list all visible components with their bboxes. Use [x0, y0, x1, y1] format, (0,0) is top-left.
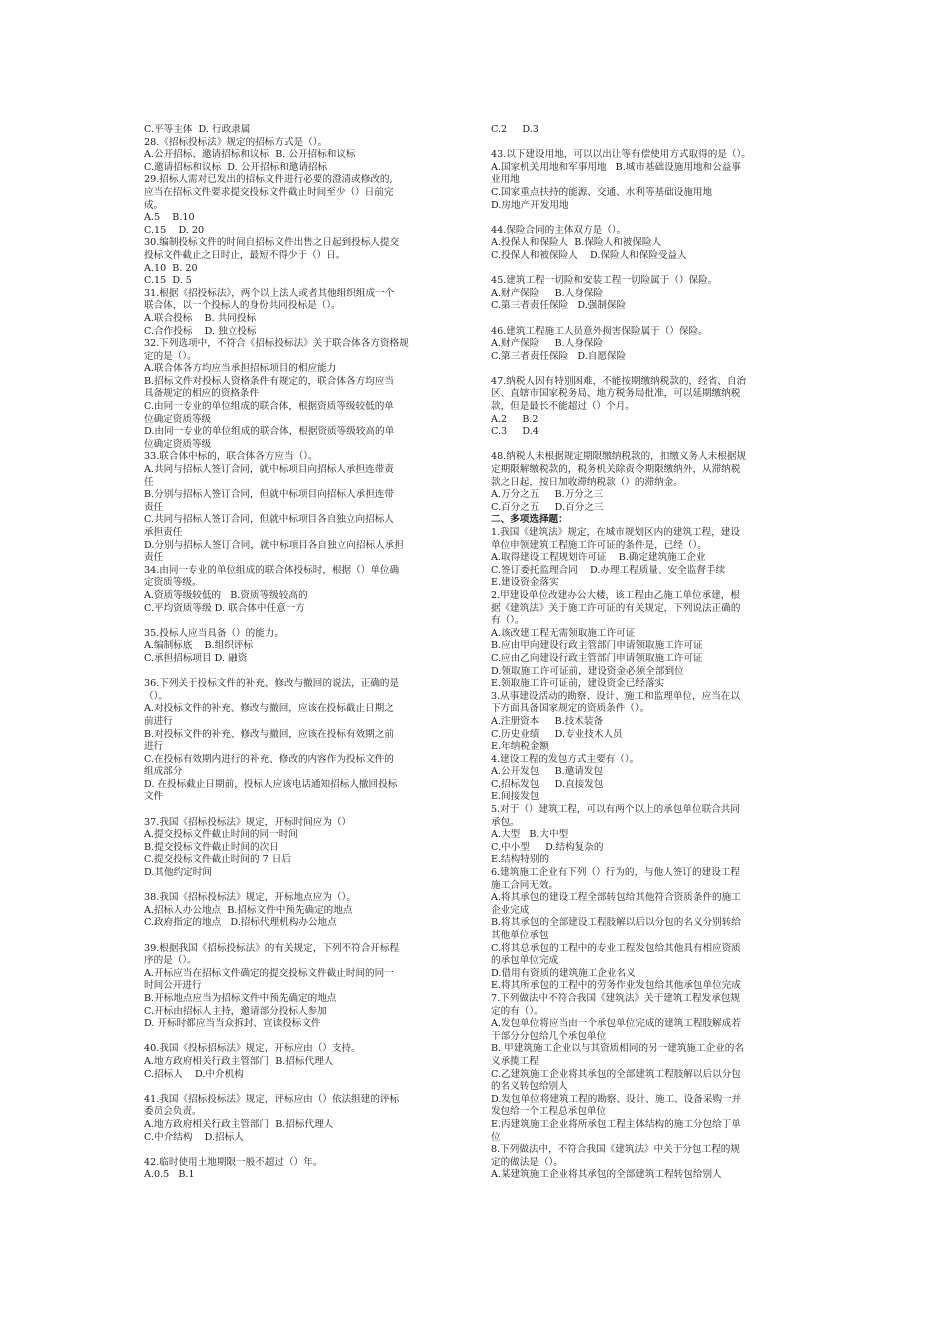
- text-line: 承包。: [491, 816, 520, 828]
- text-line: C.百分之五 D.百分之三: [491, 501, 604, 513]
- text-line: 7.下列做法中不符合我国《建筑法》关于建筑工程发承包规: [491, 992, 740, 1004]
- text-line: 47.纳税人因有特别困难，不能按期缴纳税款的，经省、自治: [491, 375, 747, 387]
- text-line: 29.招标人需对已发出的招标文件进行必要的澄清或修改的,: [144, 174, 393, 186]
- text-line: A.发包单位将应当由一个承包单位完成的建筑工程肢解成若: [491, 1018, 741, 1030]
- text-line: C.2 D.3: [491, 124, 539, 135]
- text-line: 责任: [144, 552, 164, 564]
- text-line: C.应由乙向建设行政主管部门申请领取施工许可证: [491, 652, 703, 664]
- text-line: 2.甲建设单位改建办公大楼，该工程由乙施工单位承建，根: [491, 589, 740, 601]
- text-line: D.发包单位将建筑工程的勘察、设计、施工、设备采购一并: [491, 1093, 742, 1105]
- text-line: 任: [144, 476, 154, 488]
- text-line: 37.我国《招标投标法》规定，开标时间应为（）: [144, 816, 352, 828]
- text-line: A.对投标文件的补充、修改与撤回，应该在投标截止日期之: [144, 703, 394, 715]
- text-line: 据《建筑法》关于施工许可证的有关规定，下列说法正确的: [491, 602, 741, 614]
- text-line: A.财产保险 B.人身保险: [491, 338, 604, 350]
- text-line: E.年纳税金额: [491, 741, 550, 753]
- text-line: A.共同与招标人签订合同，就中标项目向招标人承担连带责: [144, 464, 394, 476]
- text-line: 应当在招标文件要求提交投标文件截止时间至少（）日前完: [144, 186, 394, 198]
- blank-line: [491, 363, 811, 376]
- text-line: D.分别与招标人签订合同，就中标项目各自独立向招标人承担: [144, 539, 404, 551]
- text-line: A.地方政府相关行政主管部门 B.招标代理人: [144, 1118, 334, 1130]
- text-line: 的名义转包给别人: [491, 1081, 568, 1093]
- text-line: 45.建筑工程一切险和安装工程一切险属于（）保险。: [491, 275, 718, 287]
- text-line: 40.我国《投标招标法》规定，开标应由（）支持。: [144, 1043, 361, 1055]
- text-line: C.中小型 D.结构复杂的: [491, 841, 604, 853]
- text-line: C.共同与招标人签订合同，但就中标项目各自独立向招标人: [144, 514, 394, 526]
- text-line: E.间接发包: [491, 791, 540, 803]
- text-line: 定的做法是（）。: [491, 1156, 563, 1168]
- text-line: C.第三者责任保险 D.强制保险: [491, 300, 627, 312]
- text-line: 的承包单位完成: [491, 955, 559, 967]
- text-line: 序的是（）。: [144, 955, 197, 967]
- text-line: C.历史业绩 D.专业技术人员: [491, 728, 623, 740]
- text-line: A.国家机关用地和军事用地 B.城市基础设施用地和公益事: [491, 161, 741, 173]
- text-line: 有（）。: [491, 615, 525, 627]
- text-line: 31.根据《招投标法》，两个以上法人或者其他组织组成一个: [144, 287, 395, 299]
- text-line: C.开标由招标人主持，邀请部分投标人参加: [144, 1005, 327, 1017]
- text-line: 44.保险合同的主体双方是（）。: [491, 224, 627, 236]
- blank-line: [491, 212, 811, 225]
- text-line: E.建设资金落实: [491, 577, 559, 589]
- text-line: 款之日起，按日加收滞纳税款（）的滞纳金。: [491, 476, 683, 488]
- text-line: 发包给一个工程总承包单位: [491, 1106, 607, 1118]
- text-line: 施工合同无效。: [491, 879, 559, 891]
- text-line: C.由同一专业的单位组成的联合体，根据资质等级较低的单: [144, 401, 394, 413]
- text-line: B. 甲建筑施工企业以与其资质相同的另一建筑施工企业的名: [491, 1043, 744, 1055]
- text-line: 46.建筑工程施工人员意外损害保险属于（）保险。: [491, 325, 708, 337]
- right-column: [491, 124, 811, 1224]
- text-line: A.联合体各方均应当承担招标项目的相应能力: [144, 363, 337, 375]
- text-line: D.领取施工许可证前，建设资金必须全部到位: [491, 665, 684, 677]
- blank-line: [144, 804, 460, 817]
- blank-line: [144, 666, 460, 679]
- blank-line: [144, 1031, 460, 1044]
- text-line: A.将其承包的建设工程全部转包给其他符合资质条件的施工: [491, 892, 741, 904]
- text-line: 款，但是最长不能超过（）个月。: [491, 401, 635, 413]
- text-line: A.资质等级较低的 B.资质等级较高的: [144, 589, 308, 601]
- text-line: 41.我国《招标投标法》规定，评标应由（）依法组建的评标: [144, 1093, 400, 1105]
- text-line: A.招标人办公地点 B.招标文件中预先确定的地点: [144, 904, 353, 916]
- text-line: C.邀请招标和议标 D. 公开招标和邀请招标: [144, 161, 328, 173]
- text-line: 3.从事建设活动的勘察、设计、施工和监理单位，应当在以: [491, 690, 740, 702]
- text-line: 34.由同一专业的单位组成的联合体投标时，根据（）单位确: [144, 564, 400, 576]
- text-line: 组成部分: [144, 766, 183, 778]
- blank-line: [491, 313, 811, 326]
- section-heading: 二、多项选择题：: [491, 514, 568, 526]
- text-line: 下方面具备国家规定的资质条件（）。: [491, 703, 650, 715]
- text-line: A.提交投标文件截止时间的同一时间: [144, 829, 298, 841]
- text-line: 位确定资质等级: [144, 438, 212, 450]
- text-line: 定的有（）。: [491, 1005, 544, 1017]
- text-line: 区、直辖市国家税务局、地方税务局批准，可以延期缴纳税: [491, 388, 741, 400]
- blank-line: [491, 137, 811, 150]
- text-line: C.第三者责任保险 D.自愿保险: [491, 350, 627, 362]
- text-line: A.5 B.10: [144, 212, 195, 224]
- text-line: 定资质等级。: [144, 577, 202, 589]
- blank-line: [144, 1081, 460, 1094]
- text-line: 42.临时使用土地期限一般不超过（）年。: [144, 1156, 323, 1168]
- text-line: A.某建筑施工企业将其承包的全部建筑工程转包给别人: [491, 1169, 722, 1181]
- text-line: A.公开招标、邀请招标和议标 B. 公开招标和议标: [144, 149, 356, 161]
- text-line: 33.联合体中标的，联合体各方应当（）。: [144, 451, 318, 463]
- text-line: B.招标文件对投标人资格条件有规定的，联合体各方均应当: [144, 375, 394, 387]
- text-line: C.承担招标项目 D. 融资: [144, 652, 248, 664]
- text-line: 定期限解缴税款的，税务机关除责令期限缴纳外，从滞纳税: [491, 464, 741, 476]
- text-line: C.在投标有效期内进行的补充、修改的内容作为投标文件的: [144, 753, 394, 765]
- text-line: C.中介结构 D.招标人: [144, 1131, 244, 1143]
- text-line: B.开标地点应当为招标文件中预先确定的地点: [144, 992, 337, 1004]
- text-line: C.投保人和被保险人 D.保险人和保险受益人: [491, 249, 687, 261]
- text-line: 位确定资质等级: [144, 413, 212, 425]
- text-line: 43.以下建设用地，可以以出让等有偿使用方式取得的是（）。: [491, 149, 751, 161]
- text-line: 干部分分包给几个承包单位: [491, 1030, 607, 1042]
- text-line: 30.编制投标文件的时间自招标文件出售之日起到投标人提交: [144, 237, 400, 249]
- text-line: A.财产保险 B.人身保险: [491, 287, 604, 299]
- text-line: B.将其承包的全部建设工程肢解以后以分包的名义分别转给: [491, 917, 741, 929]
- blank-line: [144, 615, 460, 628]
- text-line: A.联合投标 B. 共同投标: [144, 312, 257, 324]
- text-line: B.对投标文件的补充、修改与撤回，应该在投标有效期之前: [144, 728, 394, 740]
- text-line: 投标文件截止之日时止，最短不得少于（）日。: [144, 249, 346, 261]
- blank-line: [491, 263, 811, 276]
- text-line: C.合作投标 D. 独立投标: [144, 325, 257, 337]
- text-line: E.领取施工许可证前，建设资金已经落实: [491, 678, 665, 690]
- text-line: C.3 D.4: [491, 426, 539, 438]
- left-column: [144, 124, 460, 1224]
- blank-line: [144, 880, 460, 893]
- text-line: B.应由甲向建设行政主管部门申请领取施工许可证: [491, 640, 703, 652]
- text-line: 时间公开进行: [144, 980, 202, 992]
- text-line: 定的是（）。: [144, 350, 197, 362]
- text-line: 1.我国《建筑法》规定，在城市规划区内的建筑工程，建设: [491, 527, 740, 538]
- text-line: 责任: [144, 501, 164, 513]
- text-line: D. 开标时都应当当众拆封、宣读投标文件: [144, 1018, 321, 1030]
- text-line: A.取得建设工程规划许可证 B.确定建筑施工企业: [491, 552, 706, 564]
- text-line: D.由同一专业的单位组成的联合体，根据资质等级较高的单: [144, 426, 395, 438]
- text-line: C.15 D. 5: [144, 275, 192, 287]
- text-line: C.招标发包 D.直接发包: [491, 778, 604, 790]
- text-line: 48.纳税人未根据规定期限缴纳税款的，扣缴义务人未根据规: [491, 451, 747, 463]
- text-line: A.投保人和保险人 B.保险人和被保险人: [491, 237, 662, 249]
- text-line: 义承揽工程: [491, 1055, 539, 1067]
- text-line: A.2 B.2: [491, 413, 539, 425]
- text-line: A.0.5 B.1: [144, 1169, 195, 1181]
- text-line: C.15 D. 20: [144, 224, 205, 236]
- text-line: A.万分之五 B.万分之三: [491, 489, 604, 501]
- text-line: C.签订委托监理合同 D.办理工程质量、安全监督手续: [491, 564, 726, 576]
- text-line: A.公开发包 B.邀请发包: [491, 766, 604, 778]
- text-line: 5.对于（）建筑工程，可以有两个以上的承包单位联合共同: [491, 804, 740, 816]
- text-line: C.平等主体 D. 行政隶属: [144, 124, 251, 135]
- text-line: D.借用有资质的建筑施工企业名义: [491, 967, 636, 979]
- text-line: C.将其总承包的工程中的专业工程发包给其他具有相应资质: [491, 942, 741, 954]
- text-line: C.招标人 D.中介机构: [144, 1068, 244, 1080]
- text-line: 成。: [144, 199, 164, 211]
- text-line: 6.建筑施工企业有下列（）行为的，与他人签订的建设工程: [491, 867, 740, 879]
- text-line: 业用地: [491, 174, 520, 186]
- text-line: B.分别与招标人签订合同，但就中标项目向招标人承担连带: [144, 489, 394, 501]
- text-line: （）。: [144, 690, 168, 702]
- text-line: 其他单位承包: [491, 930, 549, 941]
- text-line: A.编制标底 B.组织评标: [144, 640, 254, 652]
- text-line: 38.我国《招标投标法》规定，开标地点应为（）。: [144, 892, 356, 904]
- text-line: 具备规定的相应的资格条件: [144, 388, 260, 400]
- text-line: 32.下列选项中，不符合《招标投标法》关于联合体各方资格规: [144, 338, 409, 350]
- text-line: C.政府指定的地点 D.招标代理机构办公地点: [144, 917, 337, 929]
- text-line: E.结构特别的: [491, 854, 550, 866]
- text-line: C.提交投标文件截止时间的 7 日后: [144, 854, 291, 866]
- text-line: 4.建设工程的发包方式主要有（）。: [491, 753, 640, 765]
- text-line: A.10 B. 20: [144, 262, 198, 274]
- blank-line: [491, 439, 811, 452]
- text-line: B.提交投标文件截止时间的次日: [144, 841, 279, 853]
- text-line: A.地方政府相关行政主管部门 B.招标代理人: [144, 1055, 334, 1067]
- text-line: 委员会负责。: [144, 1106, 202, 1118]
- text-line: A.注册资本 B.技术装备: [491, 715, 604, 727]
- text-line: 36.下列关于投标文件的补充、修改与撤回的说法，正确的是: [144, 678, 400, 690]
- text-line: A.大型 B.大中型: [491, 829, 569, 841]
- text-line: 39.根据我国《招标投标法》的有关规定，下列不符合开标程: [144, 942, 400, 954]
- text-line: 进行: [144, 741, 164, 753]
- blank-line: [144, 930, 460, 943]
- text-line: 承担责任: [144, 527, 183, 538]
- text-line: C.平均资质等级 D. 联合体中任意一方: [144, 602, 305, 614]
- blank-line: [144, 1144, 460, 1157]
- text-line: 位: [491, 1131, 501, 1143]
- text-line: 前进行: [144, 715, 173, 727]
- text-line: D.其他约定时间: [144, 867, 212, 879]
- text-line: D. 在投标截止日期前，投标人应该电话通知招标人撤回投标: [144, 778, 398, 790]
- text-line: A.该改建工程无需领取施工许可证: [491, 627, 636, 639]
- text-line: 联合体，以一个投标人的身份共同投标是（）。: [144, 300, 341, 312]
- text-line: 单位申领建筑工程施工许可证的条件是，已经（）。: [491, 539, 707, 551]
- text-line: 8.下列做法中，不符合我国《建筑法》中关于分包工程的规: [491, 1144, 740, 1156]
- text-line: 28.《招标投标法》规定的招标方式是（）。: [144, 136, 328, 148]
- text-line: C.乙建筑施工企业将其承包的全部建筑工程肢解以后以分包: [491, 1068, 741, 1080]
- text-line: 文件: [144, 791, 164, 803]
- text-line: E.丙建筑施工企业将所承包工程主体结构的施工分包给丁单: [491, 1118, 741, 1130]
- text-line: C.国家重点扶持的能源、交通、水利等基础设施用地: [491, 186, 713, 198]
- text-line: A.开标应当在招标文件确定的提交投标文件截止时间的同一: [144, 967, 394, 979]
- text-line: 35.投标人应当具备（）的能力。: [144, 627, 284, 639]
- text-line: E.将其所承包的工程中的劳务作业发包给其他承包单位完成: [491, 980, 741, 992]
- text-line: D.房地产开发用地: [491, 199, 569, 211]
- text-line: 企业完成: [491, 904, 530, 916]
